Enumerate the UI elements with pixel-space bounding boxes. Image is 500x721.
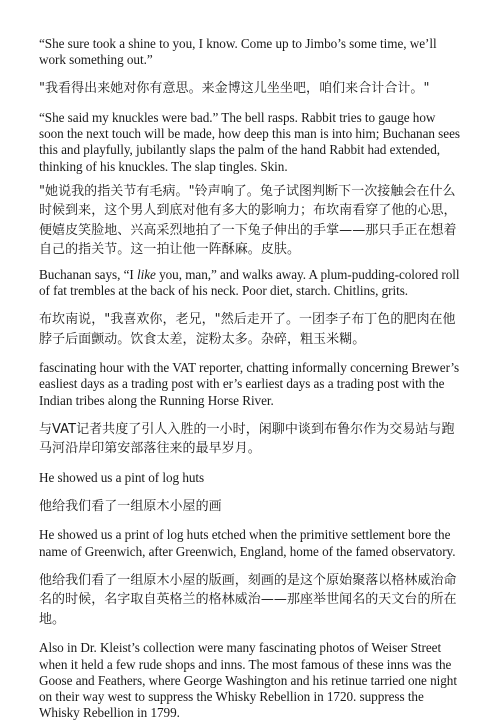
text-segment: you, man,” and walks away. A plum-pudding-colored roll of fat trembles at the back of his neck. Poor diet, starch. Chitlins, grits.: [39, 266, 460, 298]
paragraph-en-5: He showed us a pint of log huts: [39, 469, 205, 485]
paragraph-en-1: “She sure took a shine to you, I know. Come up to Jimbo’s some time, we’ll work something out.”: [39, 36, 437, 68]
document-page: [39, 36, 463, 721]
paragraph-en-3: [39, 267, 463, 299]
paragraph-zh-3: 布坎南说，"我喜欢你，老兄，"然后走开了。一团李子布丁色的肥肉在他脖子后面颤动。饮食太差，淀粉太多。杂碎，粗玉米糊。: [39, 312, 456, 347]
emphasis-like: like: [136, 266, 156, 282]
paragraph-en-7: Also in Dr. Kleist’s collection were many fascinating photos of Weiser Street when it held a few rude shops and inns. The most famous of these inns was the Goose and Feathers, where George Washington and his retinue tarried one night on their way west to suppress the Whisky Rebellion in 1720. suppress the Whisky Rebellion in 1799.: [39, 640, 457, 721]
text-segment: Buchanan says, “I: [39, 266, 137, 282]
paragraph-zh-4: 与VAT记者共度了引人入胜的一小时，闲聊中谈到布鲁尔作为交易站与跑马河沿岸印第安部落往来的最早岁月。: [39, 421, 455, 457]
paragraph-zh-1: "我看得出来她对你有意思。来金博这儿坐坐吧，咱们来合计合计。": [39, 81, 430, 97]
paragraph-en-4: fascinating hour with the VAT reporter, chatting informally concerning Brewer’s easliest days as a trading post with er’s earliest days as a trading post with the Indian tribes along the Running Horse River.: [39, 360, 460, 408]
paragraph-en-2: “She said my knuckles were bad.” The bell rasps. Rabbit tries to gauge how soon the next touch will be made, how deep this man is into him; Buchanan sees this and playfully, jubilantly slaps the palm of the hand Rabbit had extended, thinking of his knuckles. The slap tingles. Skin.: [39, 109, 460, 174]
paragraph-zh-2: "她说我的指关节有毛病。"铃声响了。兔子试图判断下一次接触会在什么时候到来，这个男人到底对他有多大的影响力；布坎南看穿了他的心思，便嬉皮笑脸地、兴高采烈地拍了一下兔子伸出的手掌——那只手正在想着自己的指关节。这一拍让他一阵酥麻。皮肤。: [39, 183, 457, 258]
paragraph-zh-5: 他给我们看了一组原木小屋的画: [39, 498, 222, 514]
paragraph-en-6: He showed us a print of log huts etched when the primitive settlement bore the name of Greenwich, after Greenwich, England, home of the famed observatory.: [39, 527, 456, 559]
paragraph-zh-6: 他给我们看了一组原木小屋的版画，刻画的是这个原始聚落以格林威治命名的时候，名字取自英格兰的格林威治——那座举世闻名的天文台的所在地。: [39, 572, 457, 627]
